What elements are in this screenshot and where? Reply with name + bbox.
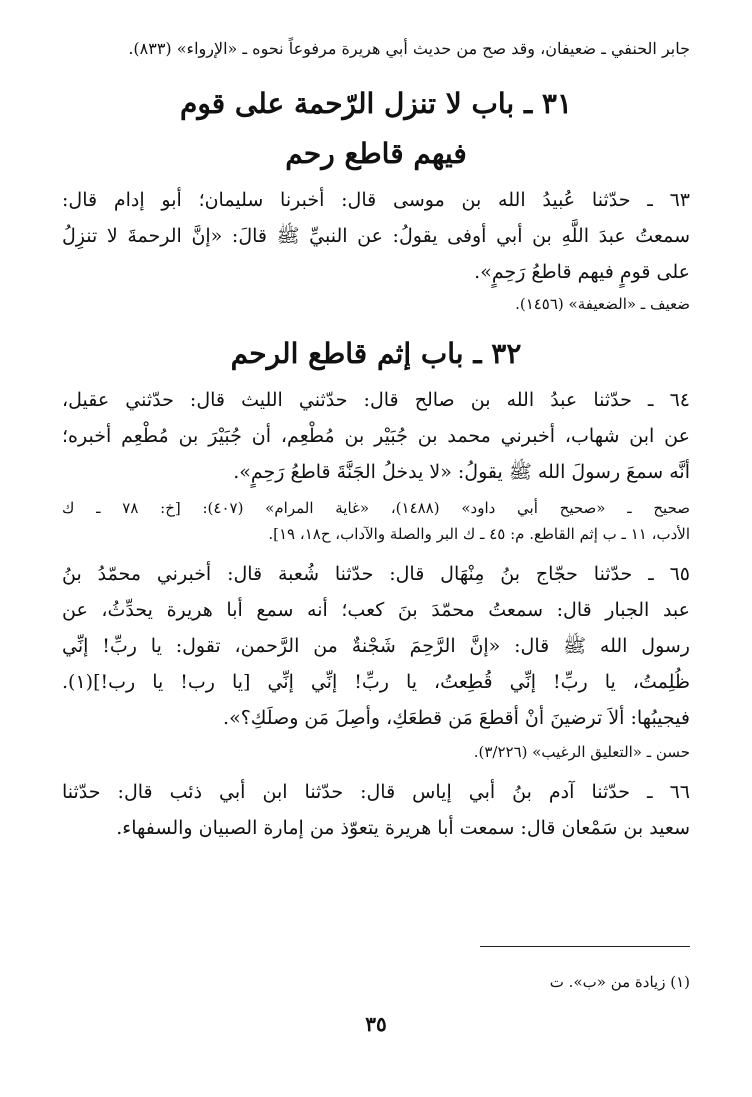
hadith-64-line-2: عن ابن شهاب، أخبرني محمد بن جُبَيْر بن مُطْعِم، أن جُبَيْرَ بن مُطْعِم أخبره؛	[62, 425, 690, 447]
footnote-divider	[480, 946, 690, 947]
page-number: ٣٥	[365, 1012, 387, 1036]
hadith-65	[62, 556, 690, 764]
hadith-63-line-3: على قومٍ فيهم قاطعُ رَحِمٍ».	[474, 261, 690, 283]
hadith-65-line-4: ظُلِمتُ، يا ربِّ! إنِّي قُطِعتُ، يا ربِّ! إنِّي إنِّي [يا رب! يا رب!](١).	[62, 671, 690, 693]
hadith-64-grade-line-1: صحيح ـ «صحيح أبي داود» (١٤٨٨)، «غاية المرام» (٤٠٧): [خ: ٧٨ ـ ك	[62, 499, 690, 517]
hadith-64-line-1: ٦٤ ـ حدّثنا عبدُ الله بن صالح قال: حدّثني الليث قال: حدّثني عقيل،	[62, 389, 690, 411]
hadith-65-line-2: عبد الجبار قال: سمعتُ محمّدَ بنَ كعب؛ أنه سمع أبا هريرة يحدِّثُ، عن	[62, 599, 690, 621]
hadith-64-grade-line-2: الأدب، ١١ ـ ب إثم القاطع. م: ٤٥ ـ ك البر والصلة والآداب، ح١٨، ١٩].	[268, 525, 690, 543]
hadith-63-line-2: سمعتُ عبدَ اللَّهِ بن أبي أوفى يقولُ: عن النبيِّ ﷺ قالَ: «إنَّ الرحمةَ لا تنزِلُ	[62, 225, 690, 247]
hadith-65-line-5: فيجيبُها: ألاَ ترضينَ أنْ أقطعَ مَن قطعَكِ، وأصِلَ مَن وصلَكِ؟».	[223, 707, 690, 729]
chapter-31-title-line-2: فيهم قاطع رحم	[285, 137, 467, 170]
hadith-63-grade: ضعيف ـ «الضعيفة» (١٤٥٦).	[515, 295, 690, 313]
hadith-63-line-1: ٦٣ ـ حدّثنا عُبيدُ الله بن موسى قال: أخبرنا سليمان؛ أبو إدام قال:	[62, 189, 690, 211]
hadith-63	[62, 182, 690, 316]
hadith-64	[62, 382, 690, 546]
hadith-66-line-1: ٦٦ ـ حدّثنا آدم بنُ أبي إياس قال: حدّثنا ابن أبي ذئب قال: حدّثنا	[62, 781, 690, 803]
hadith-66-line-2: سعيد بن سَمْعان قال: سمعت أبا هريرة يتعوّذ من إمارة الصبيان والسفهاء.	[116, 817, 690, 839]
chapter-31-title-line-1: ٣١ ـ باب لا تنزل الرّحمة على قوم	[180, 87, 572, 120]
previous-page-note: جابر الحنفي ـ ضعيفان، وقد صح من حديث أبي هريرة مرفوعاً نحوه ـ «الإرواء» (٨٣٣).	[128, 39, 690, 58]
hadith-65-line-3: رسول الله ﷺ قال: «إنَّ الرَّحِمَ شَجْنةٌ من الرَّحمن، تقول: يا ربِّ! إنِّي	[62, 635, 690, 657]
footnote: (١) زيادة من «ب». ت	[549, 973, 690, 991]
hadith-65-line-1: ٦٥ ـ حدّثنا حجّاج بنُ مِنْهَال قال: حدّثنا شُعبة قال: أخبرني محمّدُ بنُ	[62, 563, 690, 585]
hadith-65-grade: حسن ـ «التعليق الرغيب» (٣/٢٢٦).	[473, 743, 690, 761]
chapter-32-title: ٣٢ ـ باب إثم قاطع الرحم	[230, 337, 522, 370]
hadith-64-line-3: أنَّه سمعَ رسولَ الله ﷺ يقولُ: «لا يدخلُ الجَنَّةَ قاطعُ رَحِمٍ».	[233, 461, 690, 483]
hadith-66	[62, 774, 690, 846]
